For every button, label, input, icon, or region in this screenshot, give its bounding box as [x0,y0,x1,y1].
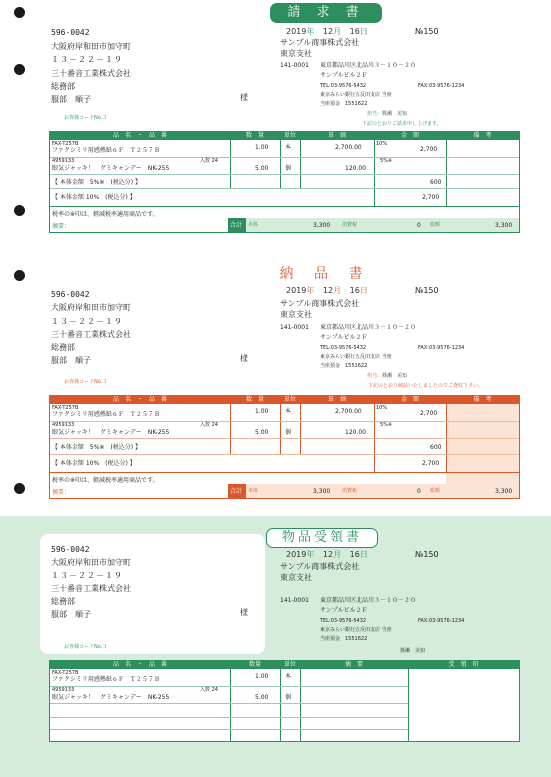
customer-address: 大阪府岸和田市加守町 [51,42,131,51]
sender-account: 当座預金 1551622 [320,636,368,642]
row2-name: 眼気ジャッキ！ グミキャンデー NK-255 [52,165,170,172]
row1-code: FAX-T257B [52,670,79,676]
customer-address2: １３－２２－１９ [51,55,123,64]
row1-unit: 本 [285,408,292,415]
row1-unit: 本 [285,144,292,151]
row1-price: 2,700.00 [335,408,362,415]
row2-name: 眼気ジャッキ！ グミキャンデー NK-255 [52,429,170,436]
total-body-label: 本体 [248,222,259,228]
row1-name: ファクシミリ用感熱紙６Ｆ Ｔ２５７Ｂ [52,676,160,683]
row2-name: 眼気ジャッキ！ グミキャンデー NK-255 [52,694,170,701]
row2-unit: 個 [285,694,292,701]
customer-dept: 総務部 [51,597,75,606]
col-header-amount: 金 額 [400,396,419,403]
row1-tax: 10% [376,405,388,411]
row2-code: 4959133 [52,422,75,428]
receipt-title: 物品受領書 [266,528,378,548]
issue-date: 2019年 12月 16日 [286,286,368,295]
total-tax-label: 消費税 [342,488,358,494]
col-header-unit: 単位 [283,661,296,668]
total-tax-value: 0 [417,488,421,495]
customer-postal: 596-0042 [51,545,90,554]
col-header-amount: 金 額 [400,132,419,139]
row2-price: 120.00 [345,429,366,436]
customer-person: 服部 順子 [51,95,91,104]
sender-postal: 141-0001 [280,597,309,604]
delivery-table [49,395,520,499]
sender-branch: 東京支社 [280,49,312,58]
sender-building: サンプルビル２Ｆ [320,72,368,79]
subtotal1-value: 600 [430,444,442,451]
honorific: 様 [240,354,248,363]
row2-sub: 入数 24 [200,158,218,164]
customer-address2: １３－２２－１９ [51,571,123,580]
customer-person: 服部 順子 [51,610,91,619]
doc-number: №150 [415,286,439,295]
delivery-note: 下記のとおり納品いたしましたのでご査収下さい。 [368,383,484,389]
customer-company: 三十番音工業株式会社 [51,69,131,78]
row1-code: FAX-T257B [52,141,79,147]
sender-fax: FAX:03-9576-1234 [418,618,465,624]
doc-number: №150 [415,550,439,559]
subtotal2-label: 【 本体金額 10% (税込分) 】 [52,460,136,467]
col-header-unit: 単位 [283,132,296,139]
col-header-price: 単 価 [327,396,346,403]
customer-address2: １３－２２－１９ [51,317,123,326]
summary-label: 摘要： [52,489,71,496]
sender-account: 当座預金 1551622 [320,363,368,369]
subtotal1-label: 【 本体金額 5%※ (税込分) 】 [52,444,142,451]
grand-label: 総額 [430,222,441,228]
sender-address: 東京都品川区北品川３－１０－２０ [320,597,417,604]
row2-qty: 5.00 [255,694,269,701]
doc-number: №150 [415,27,439,36]
sender-fax: FAX:03-9576-1234 [418,345,465,351]
delivery-title: 納 品 書 [279,266,371,282]
issue-date: 2019年 12月 16日 [286,550,368,559]
sender-tel: TEL:03-9576-5432 [320,345,367,351]
customer-person: 服部 順子 [51,356,91,365]
total-body-label: 本体 [248,488,259,494]
customer-address: 大阪府岸和田市加守町 [51,558,131,567]
subtotal1-value: 600 [430,179,442,186]
total-body-value: 3,300 [313,222,331,229]
row2-qty: 5.00 [255,165,269,172]
row2-tax: 5%※ [380,158,393,164]
customer-dept: 総務部 [51,343,75,352]
row1-tax: 10% [376,141,388,147]
col-header-remarks: 備 考 [473,132,492,139]
row2-sub: 入数 24 [200,422,218,428]
customer-company: 三十番音工業株式会社 [51,584,131,593]
subtotal1-label: 【 本体金額 5%※ (税込分) 】 [52,179,142,186]
sender-bank: 東京みらい銀行五反田支店 当座 [320,627,392,633]
sender-person: 担当：篠瀬 美知 [367,111,408,117]
row1-amount: 2,700 [420,146,438,153]
row1-name: ファクシミリ用感熱紙６Ｆ Ｔ２５７Ｂ [52,147,160,154]
row1-unit: 本 [285,673,292,680]
row1-amount: 2,700 [420,410,438,417]
total-label: 合計 [230,488,243,495]
row2-sub: 入数 24 [200,687,218,693]
sender-building: サンプルビル２Ｆ [320,334,368,341]
col-header-unit: 単位 [283,396,296,403]
customer-postal: 596-0042 [51,290,90,299]
sender-company: サンプル商事株式会社 [280,299,360,308]
row2-tax: 5%※ [380,422,393,428]
sender-building: サンプルビル２Ｆ [320,607,368,614]
row1-price: 2,700.00 [335,144,362,151]
customer-code-label: お客様コードNo.３ [64,379,108,385]
col-header-seal: 受 領 印 [448,661,479,668]
sender-fax: FAX:03-9576-1234 [418,83,465,89]
invoice-table [49,131,520,233]
row2-code: 4959133 [52,158,75,164]
subtotal2-label: 【 本体金額 10% (税込分) 】 [52,194,136,201]
row2-price: 120.00 [345,165,366,172]
honorific: 様 [240,608,248,617]
col-header-qty: 数 量 [245,396,264,403]
row1-qty: 1.00 [255,144,269,151]
sender-person: 担当：篠瀬 美知 [367,373,408,379]
total-label: 合計 [230,222,243,229]
sender-tel: TEL:03-9576-5432 [320,83,367,89]
sender-postal: 141-0001 [280,62,309,69]
col-header-price: 単 価 [327,132,346,139]
customer-code-label: お客様コードNo.３ [64,644,108,650]
row2-qty: 5.00 [255,429,269,436]
footnote: 税率の※印は、軽減税率適用商品です。 [52,211,159,218]
sender-address: 東京都品川区北品川３－１０－２０ [320,62,417,69]
delivery-section [0,258,551,508]
customer-postal: 596-0042 [51,28,90,37]
invoice-note: 下記のとおりご請求申し上げます。 [362,121,442,127]
col-header-item: 品 名 ・ 品 番 [112,661,167,668]
row1-code: FAX-T257B [52,405,79,411]
total-tax-label: 消費税 [342,222,358,228]
row2-unit: 個 [285,165,292,172]
customer-dept: 総務部 [51,82,75,91]
sender-company: サンプル商事株式会社 [280,38,360,47]
col-header-qty: 数量 [248,661,261,668]
grand-value: 3,300 [495,222,513,229]
grand-label: 総額 [430,488,441,494]
customer-address: 大阪府岸和田市加守町 [51,303,131,312]
row2-unit: 個 [285,429,292,436]
sender-person: 篠瀬 美知 [400,648,426,654]
invoice-title: 請 求 書 [270,3,382,23]
sender-company: サンプル商事株式会社 [280,562,360,571]
total-body-value: 3,300 [313,488,331,495]
customer-code-label: お客様コードNo.３ [64,115,108,121]
col-header-item: 品 名 ・ 品 番 [112,396,167,403]
row1-qty: 1.00 [255,408,269,415]
row1-name: ファクシミリ用感熱紙６Ｆ Ｔ２５７Ｂ [52,411,160,418]
issue-date: 2019年 12月 16日 [286,27,368,36]
grand-value: 3,300 [495,488,513,495]
total-tax-value: 0 [417,222,421,229]
row1-qty: 1.00 [255,673,269,680]
row2-code: 4959133 [52,687,75,693]
receipt-table [49,660,520,742]
sender-address: 東京都品川区北品川３－１０－２０ [320,324,417,331]
invoice-section [0,0,551,258]
subtotal2-value: 2,700 [422,194,440,201]
honorific: 様 [240,93,248,102]
sender-account: 当座預金 1551622 [320,101,368,107]
sender-postal: 141-0001 [280,324,309,331]
customer-company: 三十番音工業株式会社 [51,330,131,339]
sender-bank: 東京みらい銀行五反田支店 当座 [320,354,392,360]
col-header-qty: 数 量 [245,132,264,139]
sender-branch: 東京支社 [280,310,312,319]
sender-branch: 東京支社 [280,573,312,582]
subtotal2-value: 2,700 [422,460,440,467]
sender-tel: TEL:03-9576-5432 [320,618,367,624]
col-header-summary: 摘 要 [344,661,363,668]
summary-label: 摘要： [52,223,71,230]
col-header-item: 品 名 ・ 品 番 [112,132,167,139]
footnote: 税率の※印は、軽減税率適用商品です。 [52,477,159,484]
col-header-remarks: 備 考 [473,396,492,403]
sender-bank: 東京みらい銀行五反田支店 当座 [320,92,392,98]
receipt-section [0,516,551,777]
